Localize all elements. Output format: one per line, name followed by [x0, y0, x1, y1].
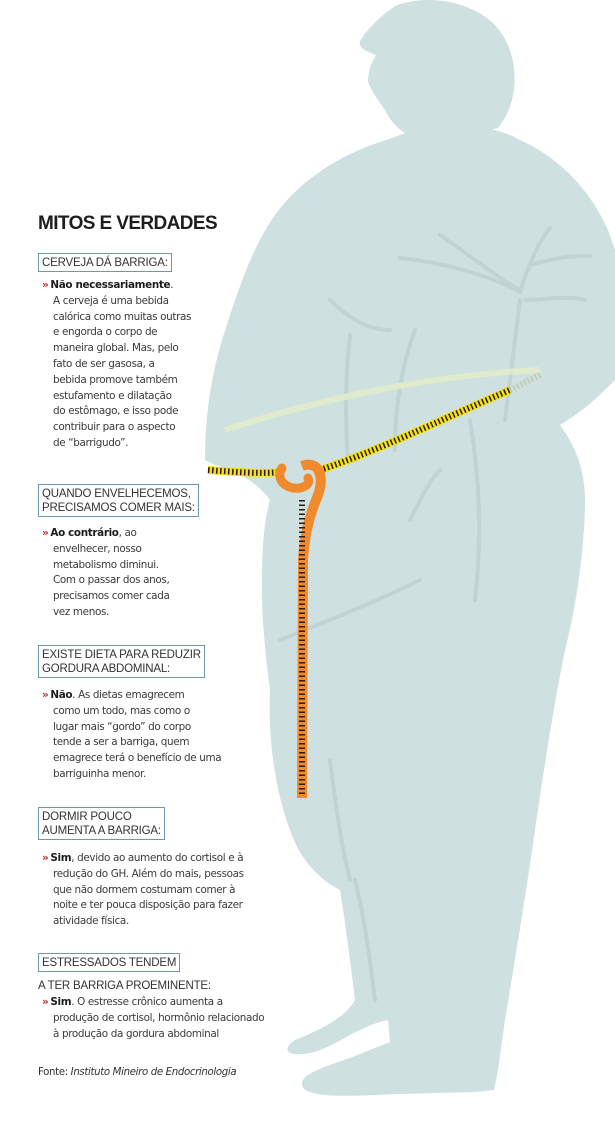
- bullet-chevron-icon: »: [42, 689, 49, 701]
- answer-line: do estômago, e isso pode: [53, 405, 179, 418]
- answer-lead: Não necessariamente: [50, 279, 171, 291]
- question-text: DORMIR POUCO: [42, 811, 132, 823]
- answer-line: redução do GH. Além do mais, pessoas: [53, 867, 244, 880]
- source-label: Fonte:: [38, 1067, 71, 1078]
- answer-line: como um todo, mas como o: [53, 704, 190, 717]
- answer-beer: » Não necessariamente. A cerveja é uma bebida calórica como muitas outras e engorda o corpo de maneira global. Mas, pelo fato de ser gasosa, a bebida promove também estufamento e dilatação do estômago, e isso pode contribuir para o aspecto de “barrigudo”.: [44, 278, 191, 452]
- bullet-chevron-icon: »: [42, 852, 49, 864]
- bullet-chevron-icon: »: [42, 996, 49, 1008]
- answer-line: envelhecer, nosso: [53, 542, 142, 555]
- answer-lead: Ao contrário: [50, 527, 119, 539]
- question-text: CERVEJA DÁ BARRIGA:: [42, 257, 168, 269]
- answer-line: à produção da gordura abdominal: [53, 1027, 219, 1040]
- answer-line: A cerveja é uma bebida: [53, 294, 169, 307]
- question-text: AUMENTA A BARRIGA:: [42, 825, 161, 837]
- answer-line: maneira global. Mas, pelo: [53, 342, 179, 355]
- question-text: GORDURA ABDOMINAL:: [42, 663, 171, 675]
- answer-line: atividade física.: [53, 915, 129, 928]
- answer-sleep: » Sim, devido ao aumento do cortisol e à redução do GH. Além do mais, pessoas que não dormem costumam comer à noite e ter pouca disposição para fazer atividade física.: [44, 851, 244, 930]
- question-box-beer: [38, 253, 172, 272]
- question-continuation: A TER BARRIGA PROEMINENTE:: [38, 980, 211, 992]
- answer-diet: » Não. As dietas emagrecem como um todo, mas como o lugar mais “gordo” do corpo tende a ser a barriga, quem emagrece terá o benefício de uma barriguinha menor.: [44, 688, 221, 783]
- question-box-sleep: [38, 807, 165, 840]
- answer-line: lugar mais “gordo” do corpo: [53, 720, 191, 733]
- answer-stress: » Sim. O estresse crônico aumenta a produção de cortisol, hormônio relacionado à produção da gordura abdominal: [44, 995, 264, 1042]
- question-box-aging: [38, 484, 199, 517]
- question-text: PRECISAMOS COMER MAIS:: [42, 502, 195, 514]
- answer-line: de “barrigudo”.: [53, 436, 129, 449]
- answer-aging: » Ao contrário, ao envelhecer, nosso metabolismo diminui. Com o passar dos anos, precisamos comer cada vez menos.: [44, 526, 169, 621]
- bullet-chevron-icon: »: [42, 279, 49, 291]
- source-credit: [38, 1067, 236, 1078]
- answer-line: calórica como muitas outras: [53, 310, 192, 323]
- question-text: QUANDO ENVELHECEMOS,: [42, 488, 191, 500]
- page-title: MITOS E VERDADES: [38, 213, 218, 234]
- answer-line: vez menos.: [53, 605, 109, 618]
- answer-lead: Não: [50, 689, 73, 701]
- answer-line: noite e ter pouca disposição para fazer: [53, 899, 243, 912]
- answer-line: emagrece terá o benefício de uma: [53, 752, 222, 765]
- answer-line: bebida promove também: [53, 373, 178, 386]
- answer-line: tende a ser a barriga, quem: [53, 736, 190, 749]
- question-text: ESTRESSADOS TENDEM: [42, 957, 177, 969]
- question-box-diet: [38, 645, 205, 678]
- answer-line: fato de ser gasosa, a: [53, 357, 155, 370]
- bullet-chevron-icon: »: [42, 527, 49, 539]
- answer-line: metabolismo diminui.: [53, 558, 159, 571]
- answer-lead: Sim: [50, 852, 72, 864]
- answer-line: barriguinha menor.: [53, 767, 146, 780]
- source-name: Instituto Mineiro de Endocrinologia: [70, 1067, 237, 1078]
- answer-line: que não dormem costumam comer à: [53, 883, 236, 896]
- question-text: EXISTE DIETA PARA REDUZIR: [42, 649, 201, 661]
- answer-line: produção de cortisol, hormônio relacionado: [53, 1011, 265, 1024]
- answer-line: contribuir para o aspecto: [53, 421, 176, 434]
- question-box-stress: [38, 953, 180, 972]
- answer-line: e engorda o corpo de: [53, 326, 158, 339]
- answer-line: precisamos comer cada: [53, 590, 170, 603]
- answer-line: Com o passar dos anos,: [53, 574, 170, 587]
- answer-lead: Sim: [50, 996, 72, 1008]
- answer-line: estufamento e dilatação: [53, 389, 172, 402]
